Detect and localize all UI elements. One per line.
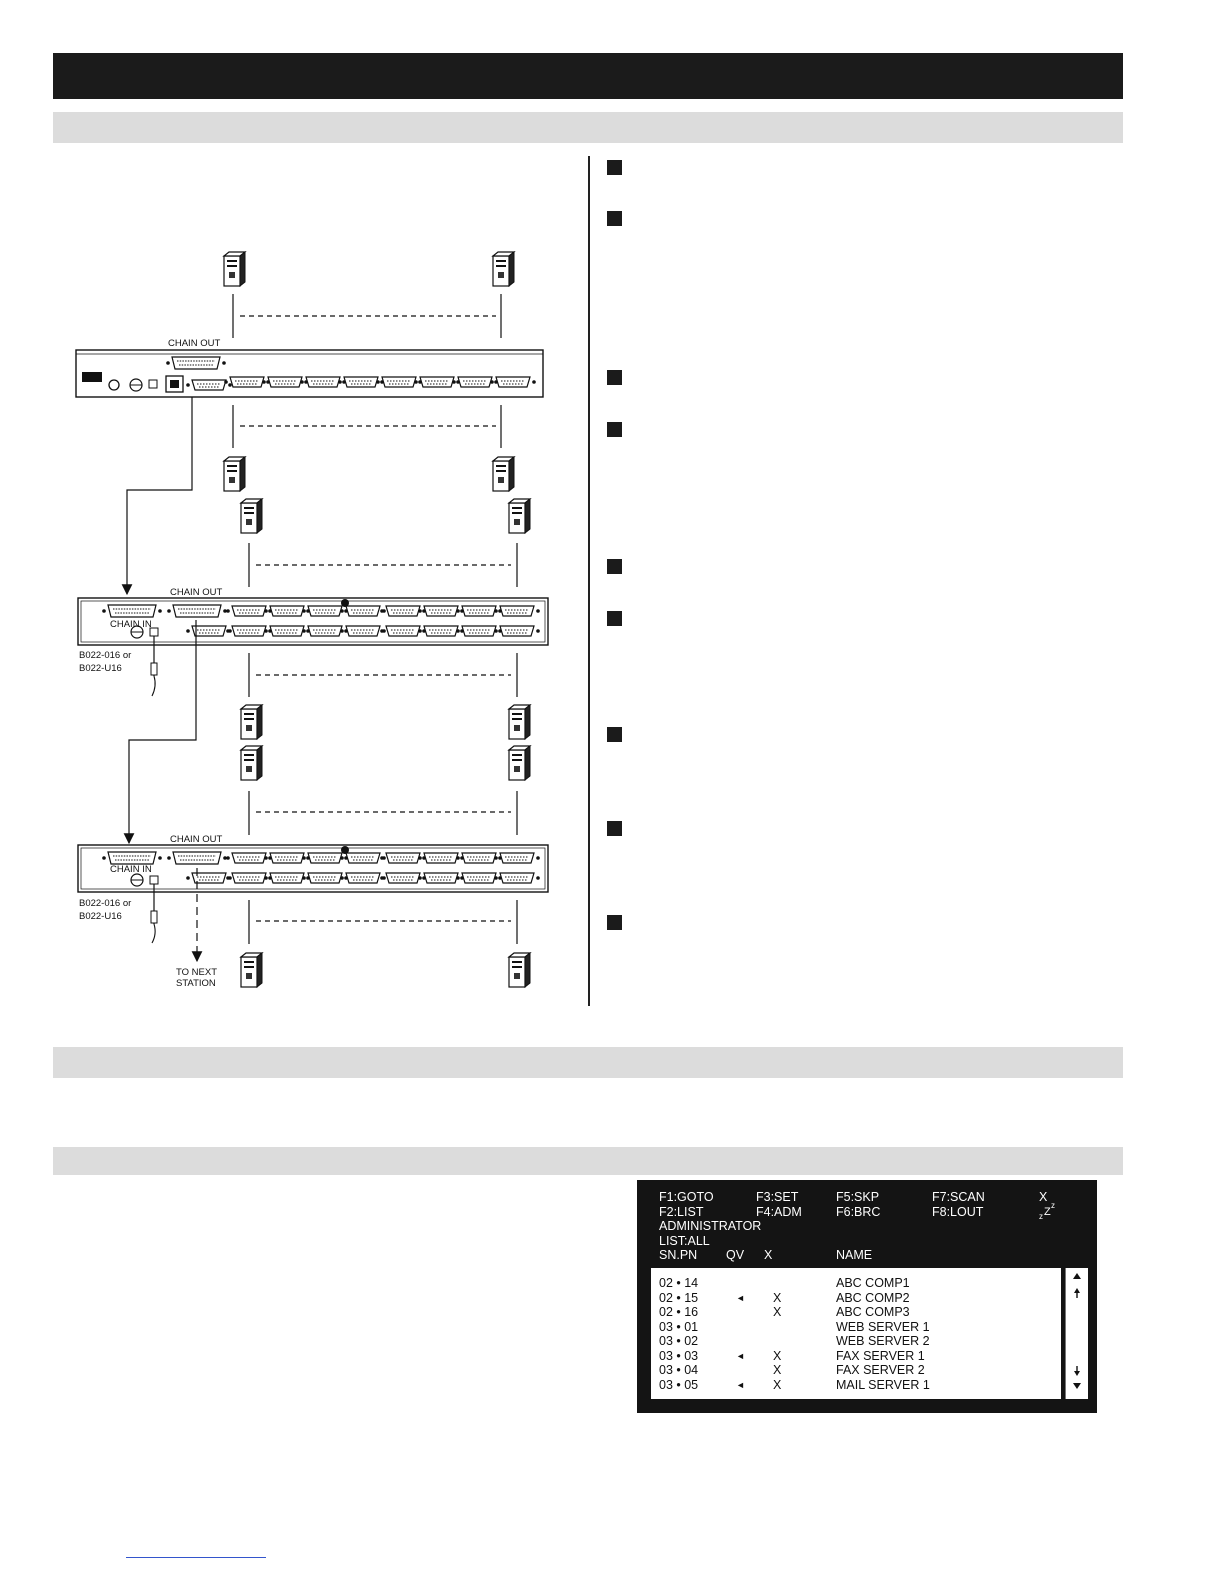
hotkey-f2: F2:LIST xyxy=(659,1205,704,1219)
osd-user-label: ADMINISTRATOR xyxy=(659,1219,762,1233)
unit3-top-computer-right xyxy=(509,746,530,780)
top-computer-right xyxy=(493,252,514,286)
osd-list-mode: LIST:ALL xyxy=(659,1234,710,1248)
unit3-top-computer-left xyxy=(241,746,262,780)
step-bullet xyxy=(607,821,622,836)
unit1-chain-out-label: CHAIN OUT xyxy=(168,338,221,349)
row-snpn: 03 • 03 xyxy=(659,1349,699,1363)
row-x: X xyxy=(773,1349,782,1363)
hotkey-f6: F6:BRC xyxy=(836,1205,881,1219)
list-item[interactable] xyxy=(659,1378,1059,1392)
step-bullet xyxy=(607,160,622,175)
footer-link-underline xyxy=(126,1557,266,1558)
unit2-top-computer-right xyxy=(509,499,530,533)
unit2-model-line2: B022-U16 xyxy=(79,663,122,674)
unit2-top-computer-left xyxy=(241,499,262,533)
row-x: X xyxy=(773,1305,782,1319)
row-name: WEB SERVER 1 xyxy=(836,1320,930,1334)
row-snpn: 02 • 14 xyxy=(659,1276,699,1290)
hotkey-f7: F7:SCAN xyxy=(932,1190,985,1204)
hotkey-f8: F8:LOUT xyxy=(932,1205,984,1219)
row-x: X xyxy=(773,1291,782,1305)
hotkey-f3: F3:SET xyxy=(756,1190,799,1204)
row-snpn: 02 • 15 xyxy=(659,1291,699,1305)
row-qv: ◄ xyxy=(736,1351,745,1361)
top-computer-left xyxy=(224,252,245,286)
column-header-x: X xyxy=(764,1248,773,1262)
section-header-bar-2 xyxy=(53,1047,1123,1078)
unit3-bottom-computer-right xyxy=(509,953,530,987)
section-header-bar-3 xyxy=(53,1147,1123,1175)
row-x: X xyxy=(773,1378,782,1392)
unit3-model-line2: B022-U16 xyxy=(79,911,122,922)
row-snpn: 03 • 02 xyxy=(659,1334,699,1348)
list-scrollbar[interactable] xyxy=(1065,1268,1088,1399)
column-header-qv: QV xyxy=(726,1248,745,1262)
list-item[interactable] xyxy=(659,1276,1059,1290)
row-snpn: 03 • 04 xyxy=(659,1363,699,1377)
row-name: ABC COMP3 xyxy=(836,1305,910,1319)
page-up-icon[interactable] xyxy=(1074,1288,1080,1298)
unit3-chain-out-label: CHAIN OUT xyxy=(170,834,223,845)
row-qv: ◄ xyxy=(736,1380,745,1390)
row-snpn: 03 • 01 xyxy=(659,1320,699,1334)
list-item[interactable] xyxy=(659,1291,1059,1305)
hotkey-f1: F1:GOTO xyxy=(659,1190,714,1204)
row-snpn: 02 • 16 xyxy=(659,1305,699,1319)
unit3-model-line1: B022-016 or xyxy=(79,898,132,909)
column-header-snpn: SN.PN xyxy=(659,1248,698,1262)
port-list xyxy=(651,1268,1061,1399)
unit1-bottom-computer-right xyxy=(493,457,514,491)
row-name: ABC COMP1 xyxy=(836,1276,910,1290)
scroll-top-icon[interactable] xyxy=(1073,1273,1081,1279)
row-x: X xyxy=(773,1363,782,1377)
unit2-model-line1: B022-016 or xyxy=(79,650,132,661)
next-station-line2: STATION xyxy=(176,978,216,989)
hotkey-f4: F4:ADM xyxy=(756,1205,802,1219)
unit3-bottom-computer-left xyxy=(241,953,262,987)
row-name: MAIL SERVER 1 xyxy=(836,1378,930,1392)
list-item[interactable] xyxy=(659,1334,1059,1348)
step-bullet xyxy=(607,727,622,742)
row-name: FAX SERVER 1 xyxy=(836,1349,925,1363)
kvm-switch-unit-1 xyxy=(76,350,543,397)
chain-cable-2 xyxy=(129,620,196,843)
scroll-bottom-icon[interactable] xyxy=(1073,1383,1081,1389)
unit2-bottom-computer-right xyxy=(509,705,530,739)
step-bullet xyxy=(607,211,622,226)
page-down-icon[interactable] xyxy=(1074,1366,1080,1376)
step-bullet xyxy=(607,915,622,930)
hotkey-f5: F5:SKP xyxy=(836,1190,880,1204)
row-name: ABC COMP2 xyxy=(836,1291,910,1305)
next-station-line1: TO NEXT xyxy=(176,967,217,978)
step-bullet xyxy=(607,370,622,385)
unit1-bottom-computer-left xyxy=(224,457,245,491)
chain-cable-1 xyxy=(127,397,192,594)
step-bullet xyxy=(607,422,622,437)
daisy-chain-diagram xyxy=(0,0,590,1010)
unit3-chain-in-label: CHAIN IN xyxy=(110,864,152,875)
column-header-name: NAME xyxy=(836,1248,873,1262)
list-item[interactable] xyxy=(659,1349,1059,1363)
step-bullet xyxy=(607,559,622,574)
row-snpn: 03 • 05 xyxy=(659,1378,699,1392)
list-item[interactable] xyxy=(659,1305,1059,1319)
unit2-bottom-computer-left xyxy=(241,705,262,739)
list-item[interactable] xyxy=(659,1363,1059,1377)
row-name: WEB SERVER 2 xyxy=(836,1334,930,1348)
osd-screen: F1:GOTO F3:SET F5:SKP F7:SCAN X F2:LIST F4:ADM F6:BRC F8:LOUT z Z z ADMINISTRATOR LIST:ALL SN.PN QV X NAME 02 • 14 ABC COMP1 02 • 15 ◄ X ABC COMP2 02 • 16 X ABC COMP3 03 • 01 WEB SERVER 1 03 • 02 WEB SERVER 2 03 • 03 ◄ X FAX SERVER 1 03 • 04 X FAX SERVER 2 03 • 05 ◄ X MAIL SERVER 1 xyxy=(637,1180,1097,1413)
unit2-chain-in-label: CHAIN IN xyxy=(110,619,152,630)
list-item[interactable] xyxy=(659,1320,1059,1334)
unit2-chain-out-label: CHAIN OUT xyxy=(170,587,223,598)
step-bullet xyxy=(607,611,622,626)
close-button[interactable]: X xyxy=(1039,1190,1048,1204)
row-name: FAX SERVER 2 xyxy=(836,1363,925,1377)
row-qv: ◄ xyxy=(736,1293,745,1303)
